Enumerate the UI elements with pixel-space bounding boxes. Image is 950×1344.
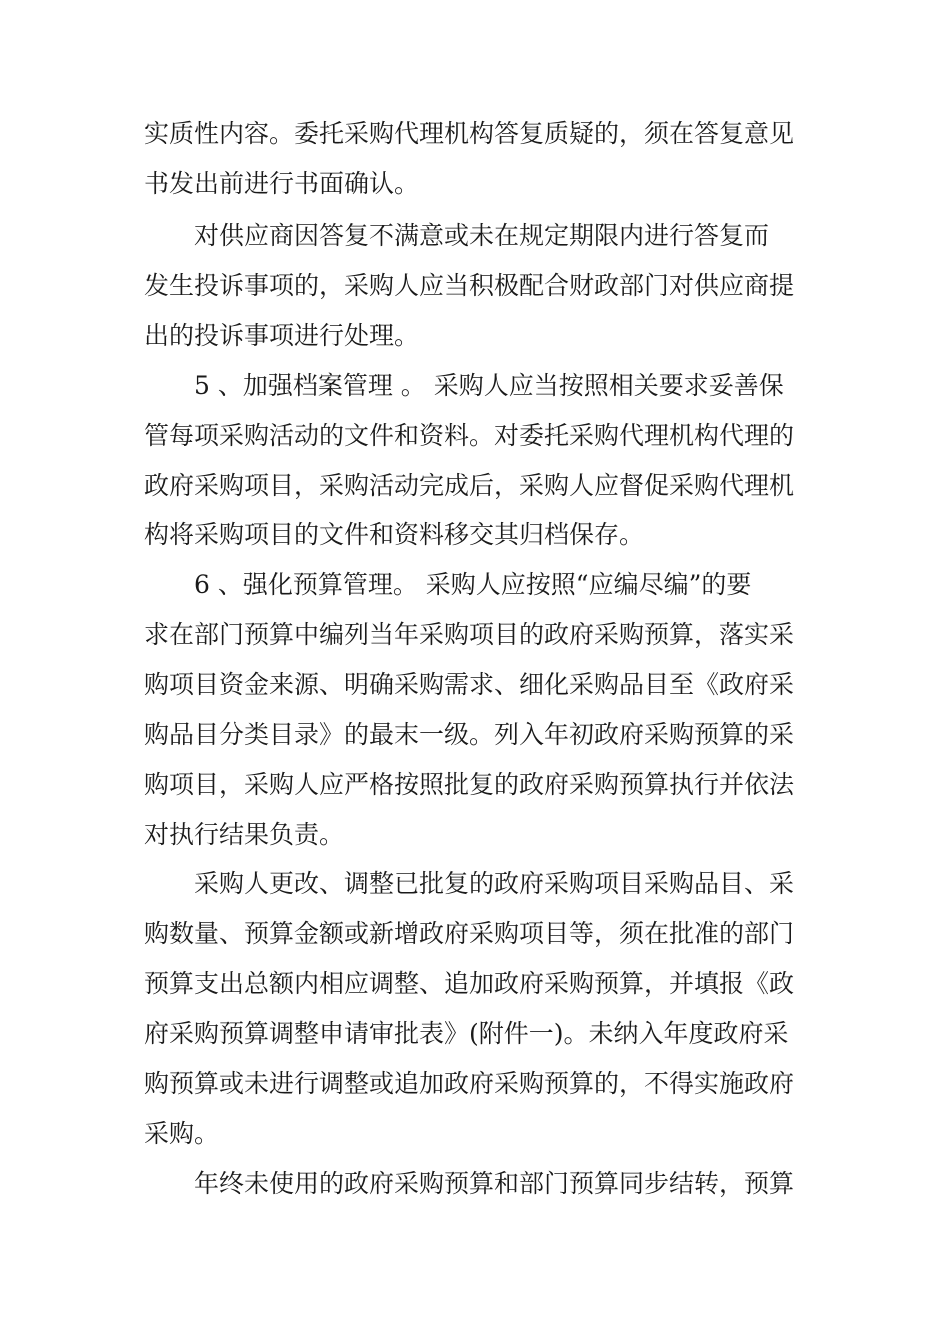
text-line: 实质性内容。委托采购代理机构答复质疑的，须在答复意见 [144,119,795,148]
text-line: 构将采购项目的文件和资料移交其归档保存。 [144,520,645,549]
text-line: 购项目资金来源、明确采购需求、细化采购品目至《政府采 [144,670,795,699]
text-line: 购品目分类目录》的最末一级。列入年初政府采购预算的采 [144,720,795,749]
text-line: 5 、加强档案管理 。 采购人应当按照相关要求妥善保 [194,371,784,400]
text-line: 对供应商因答复不满意或未在规定期限内进行答复而 [194,221,770,250]
text-line: 出的投诉事项进行处理。 [144,321,420,350]
text-line: 政府采购项目，采购活动完成后，采购人应督促采购代理机 [144,471,795,500]
text-line: 购项目，采购人应严格按照批复的政府采购预算执行并依法 [144,770,795,799]
text-line: 管每项采购活动的文件和资料。对委托采购代理机构代理的 [144,421,795,450]
text-line: 书发出前进行书面确认。 [144,169,420,198]
text-line: 6 、强化预算管理。 采购人应按照“应编尽编”的要 [194,570,752,599]
text-line: 采购人更改、调整已批复的政府采购项目采购品目、采 [194,869,795,898]
text-line: 采购。 [144,1119,220,1148]
text-line: 预算支出总额内相应调整、追加政府采购预算，并填报《政 [144,969,795,998]
text-line: 购数量、预算金额或新增政府采购项目等，须在批准的部门 [144,919,795,948]
text-line: 求在部门预算中编列当年采购项目的政府采购预算，落实采 [144,620,795,649]
text-line: 发生投诉事项的，采购人应当积极配合财政部门对供应商提 [144,271,795,300]
text-line: 府采购预算调整申请审批表》(附件一)。未纳入年度政府采 [144,1019,789,1048]
text-line: 对执行结果负责。 [144,820,345,849]
text-line: 年终未使用的政府采购预算和部门预算同步结转，预算 [194,1169,795,1198]
text-line: 购预算或未进行调整或追加政府采购预算的，不得实施政府 [144,1069,795,1098]
